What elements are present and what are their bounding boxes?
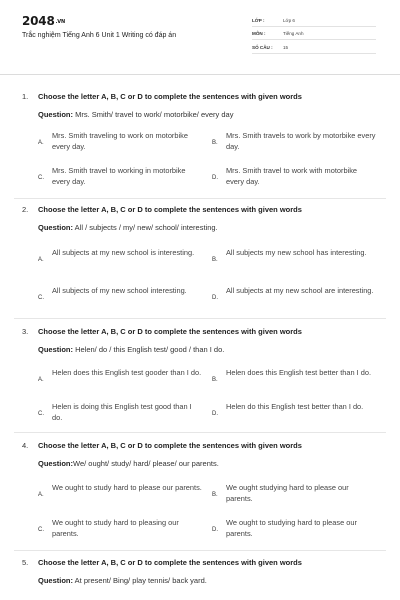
question-prompt [38,576,207,585]
question-prompt [38,345,224,354]
option-letter: D. [212,527,218,533]
question-label: Question: [38,223,73,232]
question-instruction: Choose the letter A, B, C or D to complete the sentences with given words [38,205,302,214]
option-letter: C. [38,295,44,301]
document-title: Trắc nghiệm Tiếng Anh 6 Unit 1 Writing có đáp án [22,32,177,39]
option-letter: B. [212,492,218,498]
option-letter: A. [38,377,44,383]
question-prompt [38,459,219,468]
meta-count-value: 15 [283,45,289,50]
question-number: 5. [22,558,29,567]
logo-suffix: .VN [55,18,65,25]
option-letter: A. [38,257,44,263]
question-text: We/ ought/ study/ hard/ please/ our parents. [73,459,219,468]
question-instruction: Choose the letter A, B, C or D to complete the sentences with given words [38,441,302,450]
option-letter: B. [212,140,218,146]
question-text: At present/ Bing/ play tennis/ back yard. [73,576,207,585]
option-text: All subjects of my new school interesting. [52,286,187,295]
question-label: Question: [38,110,73,119]
question-number: 1. [22,92,29,101]
site-logo[interactable] [22,14,65,28]
question-instruction: Choose the letter A, B, C or D to complete the sentences with given words [38,92,302,101]
question-label: Question: [38,459,73,468]
meta-divider [252,39,376,40]
logo-text: 2048 [22,14,55,28]
question-divider [14,198,386,199]
question-divider [14,318,386,319]
meta-class-label: LỚP : [252,18,265,23]
option-letter: C. [38,411,44,417]
question-prompt [38,110,233,119]
meta-count-label: SỐ CÂU : [252,45,273,50]
option-letter: A. [38,140,44,146]
question-label: Question: [38,345,73,354]
option-letter: C. [38,175,44,181]
option-text: Helen does this English test better than I do. [226,368,372,377]
meta-subject-label: MÔN : [252,31,266,36]
option-text: All subjects at my new school is interesting. [52,248,195,257]
question-text: Mrs. Smith/ travel to work/ motorbike/ every day [73,110,234,119]
option-letter: D. [212,411,218,417]
meta-class-value: Lớp 6 [283,18,295,23]
document-header [0,0,400,62]
question-prompt [38,223,218,232]
option-text: Mrs. Smith travels to work by motorbike every day. [226,131,376,151]
question-number: 4. [22,441,29,450]
option-text: Mrs. Smith traveling to work on motorbike every day. [52,131,188,151]
option-letter: B. [212,257,218,263]
option-text: Helen do this English test better than I do. [226,402,364,411]
meta-subject-value: Tiếng Anh [283,31,304,36]
option-text: All subjects at my new school are interesting. [226,286,374,295]
option-letter: C. [38,527,44,533]
option-letter: B. [212,377,218,383]
option-text: All subjects my new school has interesting. [226,248,367,257]
question-number: 3. [22,327,29,336]
question-instruction: Choose the letter A, B, C or D to complete the sentences with given words [38,327,302,336]
question-number: 2. [22,205,29,214]
question-divider [14,550,386,551]
option-text: Helen does this English test gooder than I do. [52,368,202,377]
question-text: Helen/ do / this English test/ good / than I do. [73,345,225,354]
option-letter: A. [38,492,44,498]
question-text: All / subjects / my/ new/ school/ interesting. [73,223,218,232]
option-text: We ought to study hard to pleasing our parents. [52,518,179,538]
option-letter: D. [212,175,218,181]
question-instruction: Choose the letter A, B, C or D to complete the sentences with given words [38,558,302,567]
option-text: Mrs. Smith travel to work with motorbike every day. [226,166,358,186]
header-divider [0,74,400,75]
meta-divider [252,26,376,27]
question-divider [14,432,386,433]
meta-divider [252,53,376,54]
option-text: Helen is doing this English test good than I do. [52,402,192,422]
option-text: We ought to study hard to please our parents. [52,483,202,492]
option-letter: D. [212,295,218,301]
option-text: We ought studying hard to please our parents. [226,483,349,503]
option-text: We ought to studying hard to please our parents. [226,518,357,538]
question-label: Question: [38,576,73,585]
option-text: Mrs. Smith travel to working in motorbike every day. [52,166,186,186]
